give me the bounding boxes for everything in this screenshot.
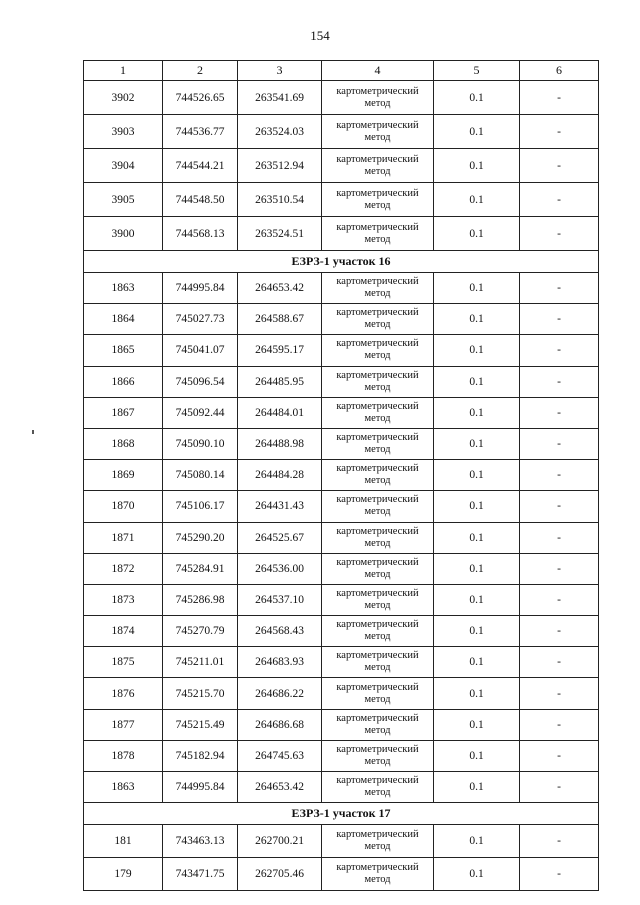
note-cell: - bbox=[520, 491, 599, 522]
point-number-cell: 1877 bbox=[84, 709, 163, 740]
y-coordinate-cell: 264653.42 bbox=[238, 772, 322, 803]
x-coordinate-cell: 745182.94 bbox=[163, 740, 238, 771]
y-coordinate-cell: 264537.10 bbox=[238, 584, 322, 615]
method-cell bbox=[322, 584, 434, 615]
note-cell: - bbox=[520, 183, 599, 217]
table-row bbox=[84, 149, 599, 183]
y-coordinate-cell: 263541.69 bbox=[238, 81, 322, 115]
note-cell: - bbox=[520, 217, 599, 251]
method-line: картометрический bbox=[336, 85, 419, 97]
method-line: метод bbox=[364, 319, 391, 331]
accuracy-cell: 0.1 bbox=[434, 616, 520, 647]
accuracy-cell: 0.1 bbox=[434, 709, 520, 740]
table-row bbox=[84, 81, 599, 115]
method-line: метод bbox=[364, 693, 391, 705]
note-cell: - bbox=[520, 709, 599, 740]
section-title: ЕЗРЗ-1 участок 17 bbox=[84, 803, 599, 825]
table-row bbox=[84, 825, 599, 858]
method-cell bbox=[322, 772, 434, 803]
accuracy-cell: 0.1 bbox=[434, 304, 520, 335]
note-cell: - bbox=[520, 584, 599, 615]
method-line: метод bbox=[364, 233, 391, 245]
accuracy-cell: 0.1 bbox=[434, 491, 520, 522]
table-row bbox=[84, 304, 599, 335]
x-coordinate-cell: 745106.17 bbox=[163, 491, 238, 522]
method-line: метод bbox=[364, 165, 391, 177]
method-line: метод bbox=[364, 755, 391, 767]
accuracy-cell: 0.1 bbox=[434, 183, 520, 217]
method-cell bbox=[322, 647, 434, 678]
note-cell: - bbox=[520, 772, 599, 803]
point-number-cell: 1867 bbox=[84, 397, 163, 428]
table-row bbox=[84, 584, 599, 615]
method-cell bbox=[322, 709, 434, 740]
accuracy-cell: 0.1 bbox=[434, 584, 520, 615]
note-cell: - bbox=[520, 460, 599, 491]
x-coordinate-cell: 744995.84 bbox=[163, 273, 238, 304]
header-cell: 4 bbox=[322, 61, 434, 81]
note-cell: - bbox=[520, 366, 599, 397]
point-number-cell: 1872 bbox=[84, 553, 163, 584]
table-row bbox=[84, 460, 599, 491]
method-line: картометрический bbox=[336, 525, 419, 537]
note-cell: - bbox=[520, 825, 599, 858]
point-number-cell: 3904 bbox=[84, 149, 163, 183]
y-coordinate-cell: 263524.51 bbox=[238, 217, 322, 251]
section-row bbox=[84, 251, 599, 273]
method-line: метод bbox=[364, 350, 391, 362]
note-cell: - bbox=[520, 858, 599, 891]
x-coordinate-cell: 744568.13 bbox=[163, 217, 238, 251]
y-coordinate-cell: 264568.43 bbox=[238, 616, 322, 647]
note-cell: - bbox=[520, 273, 599, 304]
point-number-cell: 1871 bbox=[84, 522, 163, 553]
method-line: картометрический bbox=[336, 338, 419, 350]
x-coordinate-cell: 745286.98 bbox=[163, 584, 238, 615]
header-cell: 1 bbox=[84, 61, 163, 81]
accuracy-cell: 0.1 bbox=[434, 335, 520, 366]
x-coordinate-cell: 744544.21 bbox=[163, 149, 238, 183]
table-row bbox=[84, 616, 599, 647]
y-coordinate-cell: 264686.22 bbox=[238, 678, 322, 709]
y-coordinate-cell: 264536.00 bbox=[238, 553, 322, 584]
table-row bbox=[84, 217, 599, 251]
table-row bbox=[84, 366, 599, 397]
point-number-cell: 179 bbox=[84, 858, 163, 891]
x-coordinate-cell: 745080.14 bbox=[163, 460, 238, 491]
accuracy-cell: 0.1 bbox=[434, 366, 520, 397]
method-line: картометрический bbox=[336, 187, 419, 199]
y-coordinate-cell: 264595.17 bbox=[238, 335, 322, 366]
x-coordinate-cell: 745090.10 bbox=[163, 428, 238, 459]
accuracy-cell: 0.1 bbox=[434, 460, 520, 491]
method-line: картометрический bbox=[336, 400, 419, 412]
table-row bbox=[84, 553, 599, 584]
method-cell bbox=[322, 217, 434, 251]
table-row bbox=[84, 491, 599, 522]
method-line: картометрический bbox=[336, 494, 419, 506]
note-cell: - bbox=[520, 522, 599, 553]
point-number-cell: 1865 bbox=[84, 335, 163, 366]
y-coordinate-cell: 263512.94 bbox=[238, 149, 322, 183]
y-coordinate-cell: 264525.67 bbox=[238, 522, 322, 553]
note-cell: - bbox=[520, 397, 599, 428]
table-row bbox=[84, 858, 599, 891]
method-line: картометрический bbox=[336, 556, 419, 568]
method-line: метод bbox=[364, 599, 391, 611]
table-row bbox=[84, 709, 599, 740]
accuracy-cell: 0.1 bbox=[434, 273, 520, 304]
method-line: картометрический bbox=[336, 712, 419, 724]
x-coordinate-cell: 744536.77 bbox=[163, 115, 238, 149]
y-coordinate-cell: 264485.95 bbox=[238, 366, 322, 397]
point-number-cell: 3902 bbox=[84, 81, 163, 115]
method-line: метод bbox=[364, 199, 391, 211]
method-line: картометрический bbox=[336, 681, 419, 693]
point-number-cell: 1868 bbox=[84, 428, 163, 459]
note-cell: - bbox=[520, 81, 599, 115]
method-line: метод bbox=[364, 475, 391, 487]
accuracy-cell: 0.1 bbox=[434, 115, 520, 149]
accuracy-cell: 0.1 bbox=[434, 397, 520, 428]
page-number: 154 bbox=[310, 28, 330, 43]
coordinates-table bbox=[83, 60, 599, 891]
method-line: картометрический bbox=[336, 775, 419, 787]
method-line: картометрический bbox=[336, 119, 419, 131]
method-cell bbox=[322, 616, 434, 647]
x-coordinate-cell: 745284.91 bbox=[163, 553, 238, 584]
header-cell: 3 bbox=[238, 61, 322, 81]
method-line: метод bbox=[364, 381, 391, 393]
y-coordinate-cell: 264686.68 bbox=[238, 709, 322, 740]
method-cell bbox=[322, 304, 434, 335]
method-line: метод bbox=[364, 537, 391, 549]
x-coordinate-cell: 744995.84 bbox=[163, 772, 238, 803]
method-cell bbox=[322, 397, 434, 428]
method-line: метод bbox=[364, 131, 391, 143]
table-row bbox=[84, 335, 599, 366]
x-coordinate-cell: 745092.44 bbox=[163, 397, 238, 428]
method-line: метод bbox=[364, 288, 391, 300]
accuracy-cell: 0.1 bbox=[434, 740, 520, 771]
accuracy-cell: 0.1 bbox=[434, 772, 520, 803]
y-coordinate-cell: 264745.63 bbox=[238, 740, 322, 771]
method-line: метод bbox=[364, 444, 391, 456]
method-cell bbox=[322, 825, 434, 858]
point-number-cell: 1869 bbox=[84, 460, 163, 491]
point-number-cell: 3900 bbox=[84, 217, 163, 251]
y-coordinate-cell: 264488.98 bbox=[238, 428, 322, 459]
accuracy-cell: 0.1 bbox=[434, 81, 520, 115]
method-cell bbox=[322, 428, 434, 459]
point-number-cell: 1875 bbox=[84, 647, 163, 678]
accuracy-cell: 0.1 bbox=[434, 858, 520, 891]
method-cell bbox=[322, 335, 434, 366]
method-line: метод bbox=[364, 97, 391, 109]
method-line: картометрический bbox=[336, 862, 419, 874]
note-cell: - bbox=[520, 304, 599, 335]
method-cell bbox=[322, 522, 434, 553]
method-line: картометрический bbox=[336, 650, 419, 662]
table-row bbox=[84, 397, 599, 428]
x-coordinate-cell: 745215.49 bbox=[163, 709, 238, 740]
note-cell: - bbox=[520, 149, 599, 183]
point-number-cell: 3903 bbox=[84, 115, 163, 149]
point-number-cell: 181 bbox=[84, 825, 163, 858]
y-coordinate-cell: 264683.93 bbox=[238, 647, 322, 678]
x-coordinate-cell: 744526.65 bbox=[163, 81, 238, 115]
table-row bbox=[84, 772, 599, 803]
method-line: картометрический bbox=[336, 743, 419, 755]
y-coordinate-cell: 264653.42 bbox=[238, 273, 322, 304]
method-line: метод bbox=[364, 841, 391, 853]
y-coordinate-cell: 262700.21 bbox=[238, 825, 322, 858]
y-coordinate-cell: 264484.01 bbox=[238, 397, 322, 428]
note-cell: - bbox=[520, 335, 599, 366]
accuracy-cell: 0.1 bbox=[434, 647, 520, 678]
note-cell: - bbox=[520, 428, 599, 459]
method-line: метод bbox=[364, 874, 391, 886]
method-cell bbox=[322, 553, 434, 584]
point-number-cell: 1866 bbox=[84, 366, 163, 397]
method-cell bbox=[322, 678, 434, 709]
method-line: картометрический bbox=[336, 432, 419, 444]
method-line: картометрический bbox=[336, 619, 419, 631]
accuracy-cell: 0.1 bbox=[434, 553, 520, 584]
accuracy-cell: 0.1 bbox=[434, 825, 520, 858]
method-line: метод bbox=[364, 506, 391, 518]
method-line: метод bbox=[364, 724, 391, 736]
point-number-cell: 1873 bbox=[84, 584, 163, 615]
y-coordinate-cell: 264588.67 bbox=[238, 304, 322, 335]
section-row bbox=[84, 803, 599, 825]
header-cell: 2 bbox=[163, 61, 238, 81]
accuracy-cell: 0.1 bbox=[434, 149, 520, 183]
method-line: метод bbox=[364, 412, 391, 424]
method-line: картометрический bbox=[336, 221, 419, 233]
method-cell bbox=[322, 740, 434, 771]
y-coordinate-cell: 264431.43 bbox=[238, 491, 322, 522]
table-row bbox=[84, 183, 599, 217]
x-coordinate-cell: 745041.07 bbox=[163, 335, 238, 366]
note-cell: - bbox=[520, 678, 599, 709]
table-row bbox=[84, 522, 599, 553]
method-line: картометрический bbox=[336, 463, 419, 475]
method-cell bbox=[322, 366, 434, 397]
method-cell bbox=[322, 273, 434, 304]
header-row bbox=[84, 61, 599, 81]
table-row bbox=[84, 678, 599, 709]
method-line: метод bbox=[364, 568, 391, 580]
header-cell: 5 bbox=[434, 61, 520, 81]
coordinates-table-body bbox=[84, 61, 599, 891]
method-cell bbox=[322, 115, 434, 149]
accuracy-cell: 0.1 bbox=[434, 522, 520, 553]
note-cell: - bbox=[520, 553, 599, 584]
x-coordinate-cell: 745027.73 bbox=[163, 304, 238, 335]
x-coordinate-cell: 743471.75 bbox=[163, 858, 238, 891]
table-row bbox=[84, 273, 599, 304]
method-cell bbox=[322, 858, 434, 891]
method-line: картометрический bbox=[336, 829, 419, 841]
note-cell: - bbox=[520, 115, 599, 149]
point-number-cell: 1876 bbox=[84, 678, 163, 709]
y-coordinate-cell: 264484.28 bbox=[238, 460, 322, 491]
x-coordinate-cell: 745270.79 bbox=[163, 616, 238, 647]
stray-mark bbox=[32, 430, 34, 434]
method-cell bbox=[322, 81, 434, 115]
point-number-cell: 3905 bbox=[84, 183, 163, 217]
point-number-cell: 1863 bbox=[84, 772, 163, 803]
method-line: картометрический bbox=[336, 153, 419, 165]
method-line: картометрический bbox=[336, 307, 419, 319]
section-title: ЕЗРЗ-1 участок 16 bbox=[84, 251, 599, 273]
method-cell bbox=[322, 460, 434, 491]
point-number-cell: 1870 bbox=[84, 491, 163, 522]
table-row bbox=[84, 740, 599, 771]
table-row bbox=[84, 647, 599, 678]
y-coordinate-cell: 263510.54 bbox=[238, 183, 322, 217]
method-line: метод bbox=[364, 787, 391, 799]
y-coordinate-cell: 262705.46 bbox=[238, 858, 322, 891]
x-coordinate-cell: 745290.20 bbox=[163, 522, 238, 553]
x-coordinate-cell: 745211.01 bbox=[163, 647, 238, 678]
point-number-cell: 1863 bbox=[84, 273, 163, 304]
method-line: метод bbox=[364, 662, 391, 674]
accuracy-cell: 0.1 bbox=[434, 428, 520, 459]
method-cell bbox=[322, 491, 434, 522]
point-number-cell: 1878 bbox=[84, 740, 163, 771]
table-row bbox=[84, 115, 599, 149]
method-line: метод bbox=[364, 631, 391, 643]
note-cell: - bbox=[520, 616, 599, 647]
x-coordinate-cell: 744548.50 bbox=[163, 183, 238, 217]
method-line: картометрический bbox=[336, 369, 419, 381]
method-cell bbox=[322, 149, 434, 183]
note-cell: - bbox=[520, 740, 599, 771]
accuracy-cell: 0.1 bbox=[434, 678, 520, 709]
x-coordinate-cell: 743463.13 bbox=[163, 825, 238, 858]
note-cell: - bbox=[520, 647, 599, 678]
x-coordinate-cell: 745096.54 bbox=[163, 366, 238, 397]
x-coordinate-cell: 745215.70 bbox=[163, 678, 238, 709]
method-line: картометрический bbox=[336, 276, 419, 288]
accuracy-cell: 0.1 bbox=[434, 217, 520, 251]
point-number-cell: 1864 bbox=[84, 304, 163, 335]
point-number-cell: 1874 bbox=[84, 616, 163, 647]
method-cell bbox=[322, 183, 434, 217]
method-line: картометрический bbox=[336, 587, 419, 599]
header-cell: 6 bbox=[520, 61, 599, 81]
y-coordinate-cell: 263524.03 bbox=[238, 115, 322, 149]
table-row bbox=[84, 428, 599, 459]
